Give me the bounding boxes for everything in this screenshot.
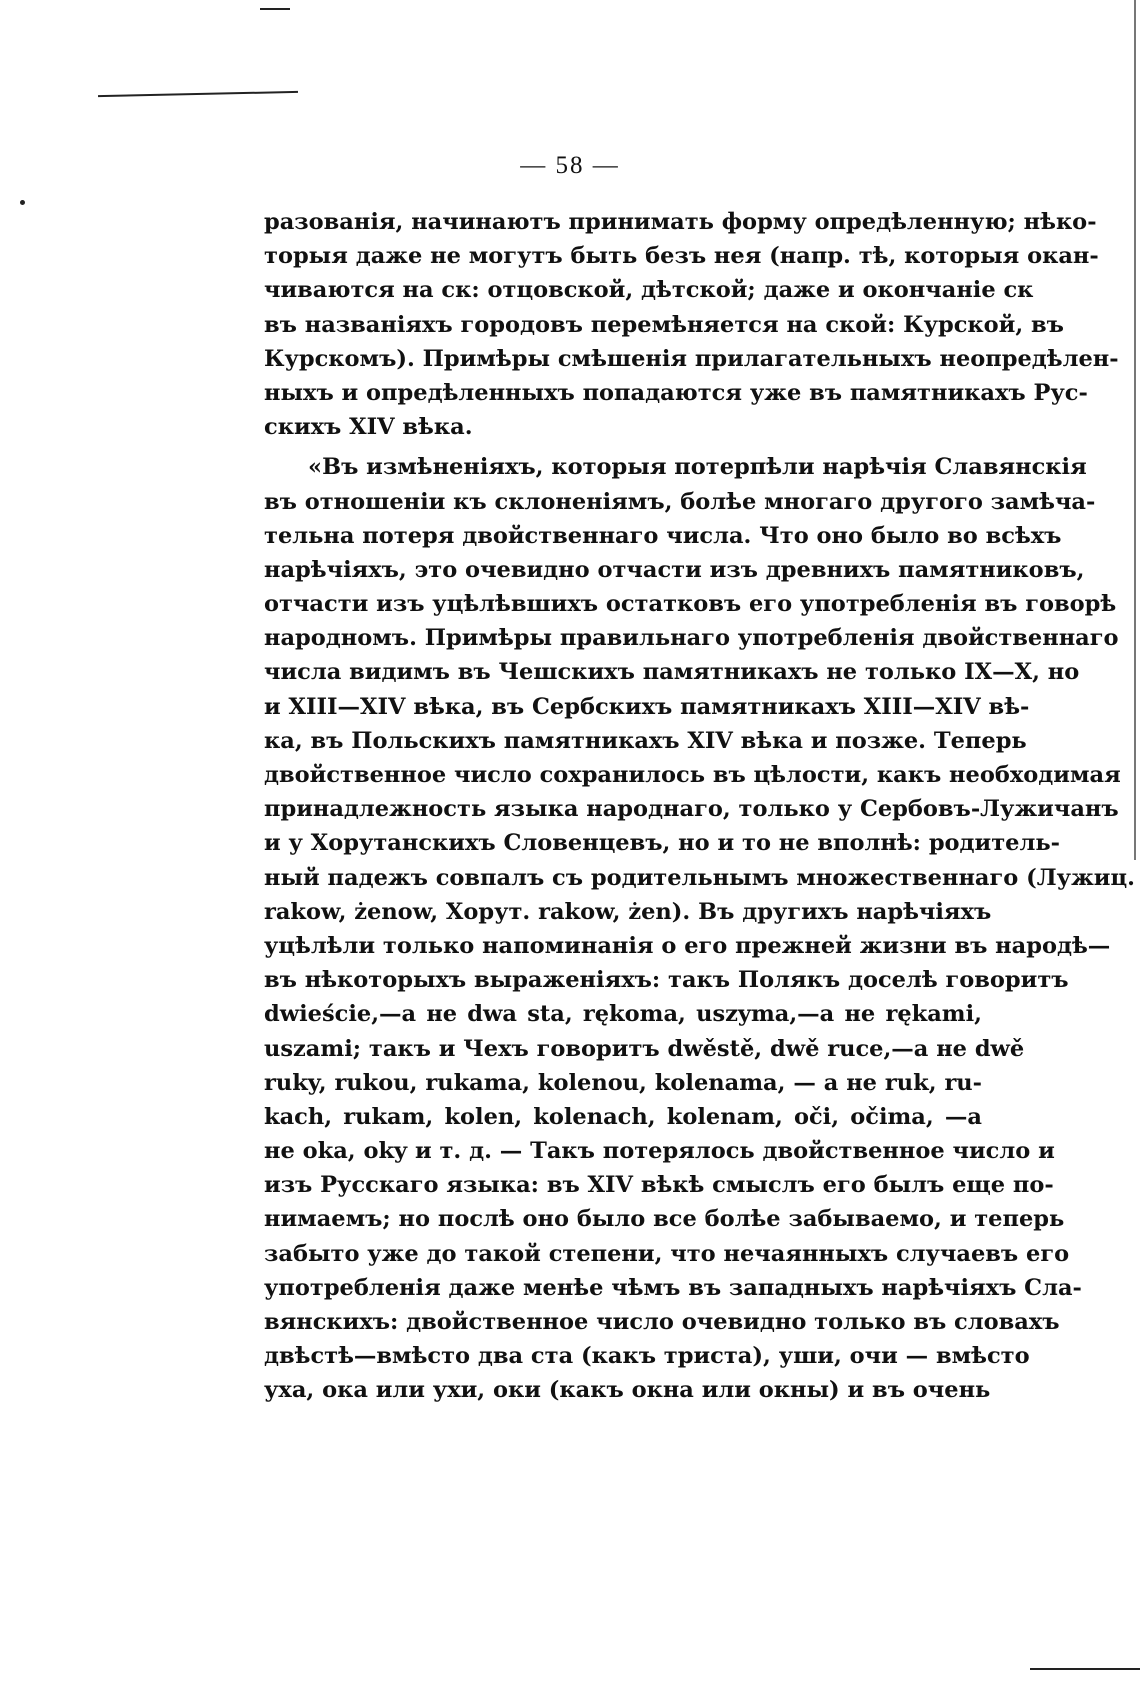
page-number: — 58 — — [520, 152, 620, 179]
scan-artifact-dot-left — [20, 200, 25, 205]
scan-artifact-edge-right — [1134, 0, 1136, 860]
text-line: въ названіяхъ городовъ перемѣняется на ской: Курской, въ — [264, 311, 1064, 338]
text-line: вянскихъ: двойственное число очевидно только въ словахъ — [264, 1309, 1060, 1335]
text-line: народномъ. Примѣры правильнаго употребленія двойственнаго — [264, 625, 1119, 652]
text-line: и у Хорутанскихъ Словенцевъ, но и то не вполнѣ: родитель- — [264, 830, 1060, 857]
body-text — [264, 205, 1135, 1408]
text-line: kach, rukam, kolen, kolenach, kolenam, oči, očima, —а — [264, 1103, 982, 1130]
text-line: въ отношеніи къ склоненіямъ, болѣе многаго другого замѣча- — [264, 488, 1096, 515]
scan-artifact-line-bottom — [1030, 1668, 1140, 1670]
text-line: «Въ измѣненіяхъ, которыя потерпѣли нарѣчія Славянскія — [308, 454, 1087, 481]
text-line: ныхъ и опредѣленныхъ попадаются уже въ памятникахъ Рус- — [264, 379, 1088, 406]
text-line: ный падежъ совпалъ съ родительнымъ множественнаго (Лужиц. — [264, 864, 1135, 891]
text-line: чиваются на ск: отцовской, дѣтской; даже и окончаніе ск — [264, 277, 1034, 304]
text-line: не oka, oky и т. д. — Такъ потерялось двойственное число и — [264, 1138, 1055, 1165]
text-line: уха, ока или ухи, оки (какъ окна или окны) и въ очень — [264, 1377, 991, 1404]
scan-artifact-line-top — [98, 91, 298, 97]
text-line: въ нѣкоторыхъ выраженіяхъ: такъ Полякъ доселѣ говоритъ — [264, 967, 1069, 994]
scan-artifact-mark-top — [260, 8, 290, 10]
text-line: rakow, żenow, Хорут. rakow, żen). Въ другихъ нарѣчіяхъ — [264, 898, 992, 925]
text-line: изъ Русскаго языка: въ XIV вѣкѣ смыслъ его былъ еще по- — [264, 1172, 1054, 1199]
text-line: тельна потеря двойственнаго числа. Что оно было во всѣхъ — [264, 522, 1062, 549]
text-line: уцѣлѣли только напоминанія о его прежней жизни въ народѣ— — [264, 932, 1111, 959]
text-line: торыя даже не могутъ быть безъ нея (напр. тѣ, которыя окан- — [264, 243, 1099, 270]
paragraph-2 — [264, 450, 1135, 1407]
text-line: dwieście,—а не dwa sta, rękoma, uszyma,—а не rękami, — [264, 1001, 982, 1028]
text-line: ruky, rukou, rukama, kolenou, kolenama, — а не ruk, ru- — [264, 1069, 982, 1096]
text-line: скихъ XIV вѣка. — [264, 414, 473, 441]
text-line: разованія, начинаютъ принимать форму опредѣленную; нѣко- — [264, 209, 1097, 235]
text-line: двойственное число сохранилось въ цѣлости, какъ необходимая — [264, 762, 1121, 788]
text-line: нимаемъ; но послѣ оно было все болѣе забываемо, и теперь — [264, 1206, 1065, 1233]
text-line: uszami; такъ и Чехъ говоритъ dwěstě, dwě ruce,—а не dwě — [264, 1035, 1025, 1062]
paragraph-1 — [264, 205, 1119, 444]
text-line: забыто уже до такой степени, что нечаянныхъ случаевъ его — [264, 1240, 1070, 1267]
text-line: ка, въ Польскихъ памятникахъ XIV вѣка и позже. Теперь — [264, 727, 1027, 754]
text-line: двѣстѣ—вмѣсто два ста (какъ триста), уши, очи — вмѣсто — [264, 1343, 1030, 1370]
text-line: отчасти изъ уцѣлѣвшихъ остатковъ его употребленія въ говорѣ — [264, 591, 1117, 618]
text-line: нарѣчіяхъ, это очевидно отчасти изъ древнихъ памятниковъ, — [264, 556, 1085, 583]
text-line: употребленія даже менѣе чѣмъ въ западныхъ нарѣчіяхъ Сла- — [264, 1274, 1082, 1301]
text-line: Курскомъ). Примѣры смѣшенія прилагательныхъ неопредѣлен- — [264, 345, 1119, 372]
text-line: числа видимъ въ Чешскихъ памятникахъ не только IX—X, но — [264, 659, 1080, 686]
text-line: принадлежность языка народнаго, только у Сербовъ-Лужичанъ — [264, 796, 1119, 823]
text-line: и XIII—XIV вѣка, въ Сербскихъ памятникахъ XIII—XIV вѣ- — [264, 693, 1030, 720]
